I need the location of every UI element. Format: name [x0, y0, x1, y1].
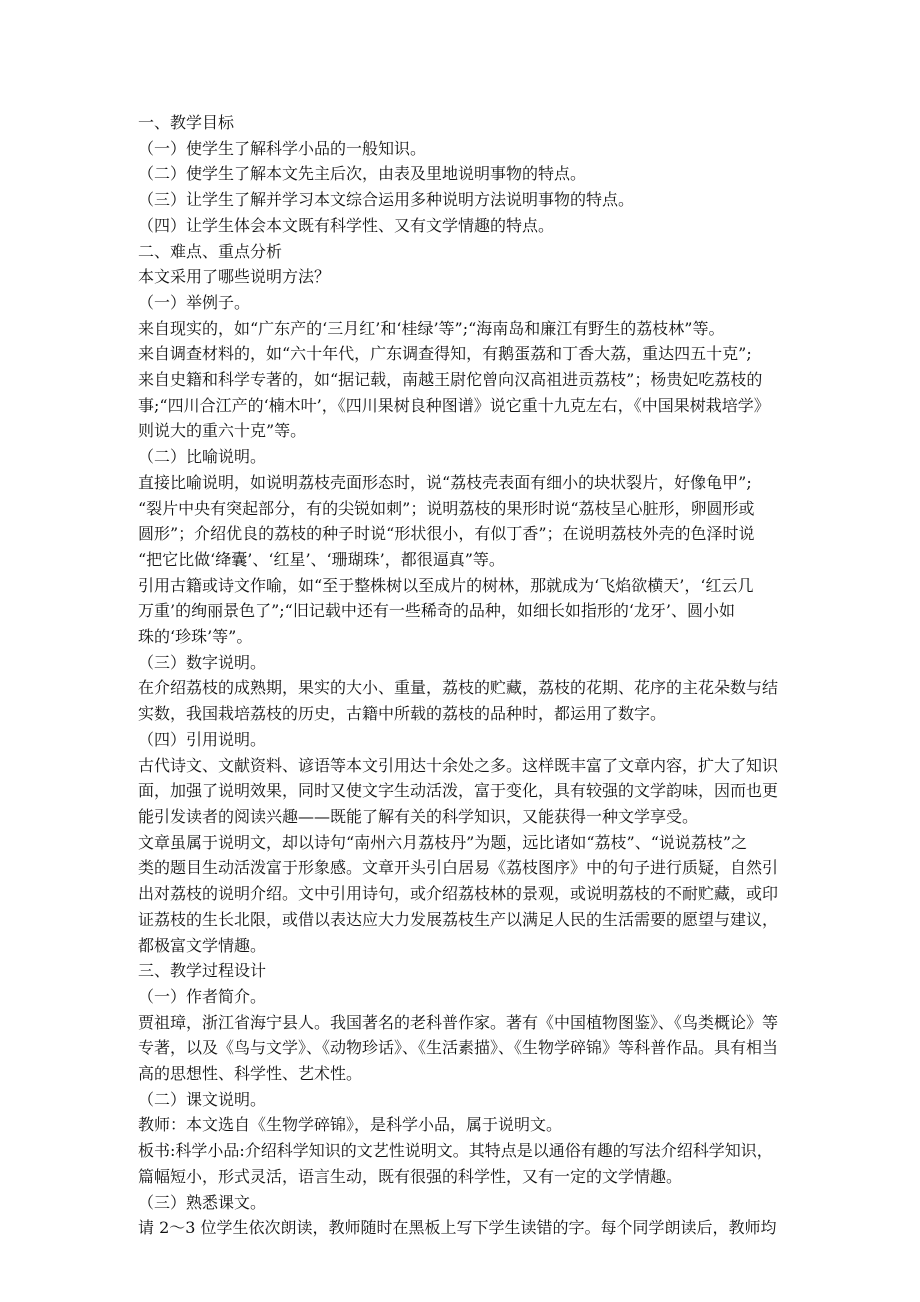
body-line: 板书:科学小品:介绍科学知识的文艺性说明文。其特点是以通俗有趣的写法介绍科学知识，	[138, 1141, 773, 1161]
subsection-line: （一）使学生了解科学小品的一般知识。	[138, 138, 427, 158]
body-line: 类的题目生动活泼富于形象感。文章开头引白居易《荔枝图序》中的句子进行质疑，自然引	[138, 858, 779, 878]
subsection-line: （三）数字说明。	[138, 652, 267, 672]
body-line: “把它比做‘绛囊’、‘红星’、‘珊瑚珠’，都很逼真”等。	[138, 549, 505, 569]
body-line: 事;“四川合江产的‘楠木叶’，《四川果树良种图谱》说它重十九克左右，《中国果树栽培学》	[138, 395, 770, 415]
subsection-line: （一）举例子。	[138, 292, 251, 312]
body-line: 直接比喻说明，如说明荔枝壳面形态时，说“荔枝壳表面有细小的块状裂片，好像龟甲”;	[138, 472, 752, 492]
body-line: 来自现实的，如“广东产的‘三月红’和‘桂绿’等”;“海南岛和廉江有野生的荔枝林”等。	[138, 318, 725, 338]
body-line: 珠的‘珍珠’等”。	[138, 627, 253, 647]
body-line: 本文采用了哪些说明方法？	[138, 267, 331, 287]
document-page	[138, 110, 790, 1241]
subsection-line: （一）作者简介。	[138, 986, 267, 1006]
body-line: “裂片中央有突起部分，有的尖锐如刺”；说明荔枝的果形时说“荔枝呈心脏形，卵圆形或	[138, 498, 755, 518]
body-line: 则说大的重六十克”等。	[138, 421, 307, 441]
section-heading: 一、教学目标	[138, 113, 235, 132]
subsection-line: （三）让学生了解并学习本文综合运用多种说明方法说明事物的特点。	[138, 190, 635, 210]
body-line: 请 2～3 位学生依次朗读，教师随时在黑板上写下学生读错的字。每个同学朗读后，教师均	[138, 1218, 777, 1238]
section-heading: 二、难点、重点分析	[138, 241, 283, 261]
body-line: 能引发读者的阅读兴趣——既能了解有关的科学知识，又能获得一种文学享受。	[138, 806, 699, 826]
body-line: 来自调查材料的，如“六十年代，广东调查得知，有鹅蛋荔和丁香大荔，重达四五十克”;	[138, 344, 752, 364]
body-line: 在介绍荔枝的成熟期，果实的大小、重量，荔枝的贮藏，荔枝的花期、花序的主花朵数与结	[138, 678, 779, 698]
body-line: 文章虽属于说明文，却以诗句“南州六月荔枝丹”为题，远比诸如“荔枝”、“说说荔枝”之	[138, 832, 748, 852]
body-line: 专著，以及《鸟与文学》、《动物珍话》、《生活素描》、《生物学碎锦》等科普作品。具有相当	[138, 1038, 779, 1058]
subsection-line: （三）熟悉课文。	[138, 1192, 267, 1212]
body-line: 面，加强了说明效果，同时又使文字生动活泼，富于变化，具有较强的文学韵味，因而也更	[138, 781, 779, 801]
subsection-line: （四）让学生体会本文既有科学性、又有文学情趣的特点。	[138, 215, 555, 235]
body-line: 篇幅短小，形式灵活，语言生动，既有很强的科学性，又有一定的文学情趣。	[138, 1166, 683, 1186]
body-line: 都极富文学情趣。	[138, 935, 267, 955]
body-line: 出对荔枝的说明介绍。文中引用诗句，或介绍荔枝林的景观，或说明荔枝的不耐贮藏，或印	[138, 884, 779, 904]
body-line: 来自史籍和科学专著的，如“据记载，南越王尉佗曾向汉高祖进贡荔枝”；杨贵妃吃荔枝的	[138, 370, 763, 390]
subsection-line: （四）引用说明。	[138, 729, 267, 749]
body-line: 古代诗文、文献资料、谚语等本文引用达十余处之多。这样既丰富了文章内容，扩大了知识	[138, 755, 779, 775]
body-line: 万重’的绚丽景色了”;“旧记载中还有一些稀奇的品种，如细长如指形的‘龙牙’、圆小如	[138, 601, 736, 621]
body-line: 证荔枝的生长北限，或借以表达应大力发展荔枝生产以满足人民的生活需要的愿望与建议，	[138, 909, 779, 929]
body-line: 圆形”；介绍优良的荔枝的种子时说“形状很小，有似丁香”；在说明荔枝外壳的色泽时说	[138, 524, 755, 544]
subsection-line: （二）比喻说明。	[138, 447, 267, 467]
body-line: 贾祖璋，浙江省海宁县人。我国著名的老科普作家。著有《中国植物图鉴》、《鸟类概论》等	[138, 1012, 779, 1032]
body-line: 引用古籍或诗文作喻，如“至于整株树以至成片的树林，那就成为‘飞焰欲横天’，‘红云几	[138, 575, 754, 595]
body-line: 实数，我国栽培荔枝的历史，古籍中所载的荔枝的品种时，都运用了数字。	[138, 704, 667, 724]
section-heading: 三、教学过程设计	[138, 961, 267, 981]
subsection-line: （二）课文说明。	[138, 1089, 267, 1109]
body-line: 教师：本文选自《生物学碎锦》，是科学小品，属于说明文。	[138, 1115, 563, 1135]
body-line: 高的思想性、科学性、艺术性。	[138, 1064, 363, 1084]
subsection-line: （二）使学生了解本文先主后次，由表及里地说明事物的特点。	[138, 164, 587, 184]
